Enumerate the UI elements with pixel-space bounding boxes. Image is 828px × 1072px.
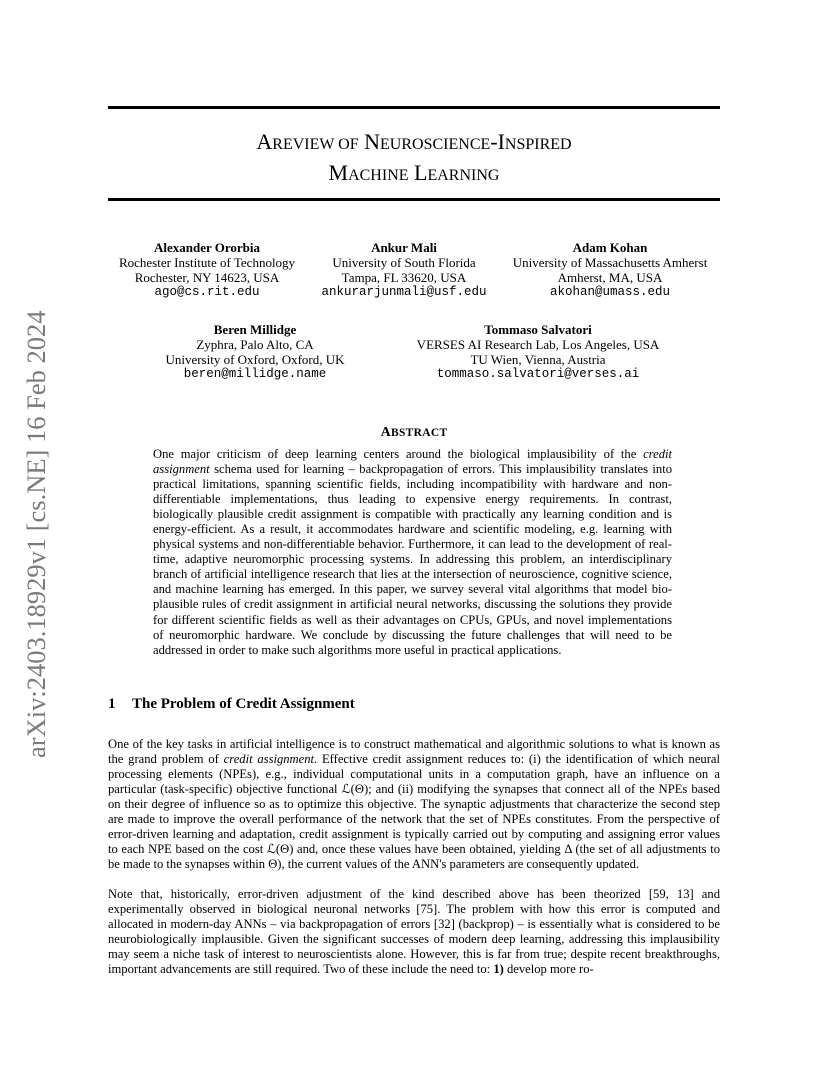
author-affiliation: University of South Florida xyxy=(332,255,476,270)
author-email[interactable]: tommaso.salvatori@verses.ai xyxy=(436,367,640,381)
author-email[interactable]: beren@millidge.name xyxy=(183,367,327,381)
author-block-ororbia xyxy=(119,240,295,300)
arxiv-identifier-stamp: arXiv:2403.18929v1 [cs.NE] 16 Feb 2024 xyxy=(21,310,51,758)
abstract-text: One major criticism of deep learning centers around the biological implausibility of the credit assignment schema used for learning – backpropagation of errors. This implausibility translates into practical limitations, spanning scientific fields, including incompatibility with hardware and non-differentiable implementations, thus leading to expensive energy requirements. In contrast, biologically plausible credit assignment is compatible with practically any learning condition and is energy-efficient. As a result, it accommodates hardware and scientific modeling, e.g. learning with physical systems and non-differentiable behavior. Furthermore, it can lead to the development of real-time, adaptive neuromorphic processing systems. In addressing this problem, an interdisciplinary branch of artificial intelligence research that lies at the intersection of neuroscience, cognitive science, and machine learning has emerged. In this paper, we survey several vital algorithms that model bio-plausible rules of credit assignment in artificial neural networks, discussing the solutions they provide for different scientific fields as well as their advantages on CPUs, GPUs, and novel implementations of neuromorphic hardware. We conclude by discussing the future challenges that will need to be addressed in order to make such algorithms more useful in practical applications. xyxy=(153,447,672,657)
author-name: Beren Millidge xyxy=(213,322,297,337)
author-name: Alexander Ororbia xyxy=(153,240,261,255)
author-block-kohan xyxy=(513,240,708,300)
author-block-millidge xyxy=(165,322,344,382)
author-address: Rochester, NY 14623, USA xyxy=(134,270,280,285)
author-affiliation: VERSES AI Research Lab, Los Angeles, USA xyxy=(416,337,660,352)
author-name: Ankur Mali xyxy=(371,240,437,255)
section-title: The Problem of Credit Assignment xyxy=(132,696,355,712)
title-rule-top xyxy=(108,106,720,109)
section-number: 1 xyxy=(108,696,116,712)
author-name: Adam Kohan xyxy=(572,240,648,255)
author-address: TU Wien, Vienna, Austria xyxy=(470,352,606,367)
section-heading xyxy=(108,696,355,713)
paper-title: AREVIEW OF NEUROSCIENCE-INSPIRED MACHINE LEARNING xyxy=(256,129,572,185)
author-email[interactable]: akohan@umass.edu xyxy=(549,285,671,299)
author-block-mali xyxy=(321,240,486,300)
author-email[interactable]: ago@cs.rit.edu xyxy=(154,285,260,299)
body-paragraph: One of the key tasks in artificial intelligence is to construct mathematical and algorithmic solutions to what is known as the grand problem of credit assignment. Effective credit assignment reduces to: (i) the identification of which neural processing elements (NPEs), e.g., individual computational units in a computation graph, have an influence on a particular (task-specific) objective functional ℒ(Θ); and (ii) modifying the synapses that connect all of the NPEs based on their degree of influence so as to optimize this objective. The synaptic adjustments that characterize the second step are made to improve the overall performance of the network that the set of NPEs constitutes. From the perspective of error-driven learning and adaptation, credit assignment is typically carried out by computing and assigning error values to each NPE based on the cost ℒ(Θ) and, once these values have been obtained, yielding Δ (the set of all adjustments to be made to the synapses within Θ), the current values of the ANN's parameters are consequently updated. xyxy=(108,737,720,871)
author-email[interactable]: ankurarjunmali@usf.edu xyxy=(321,285,487,299)
author-address: Tampa, FL 33620, USA xyxy=(341,270,467,285)
author-affiliation: Rochester Institute of Technology xyxy=(118,255,296,270)
body-paragraph: Note that, historically, error-driven adjustment of the kind described above has been theorized [59, 13] and experimentally observed in biological neuronal networks [75]. The problem with how this error is computed and allocated in modern-day ANNs – via backpropagation of errors [32] (backprop) – is essentially what is considered to be neurobiologically implausible. Given the significant successes of modern deep learning, addressing this implausibility may seem a niche task of interest to neuroscientists alone. However, this is far from true; despite recent breakthroughs, important advancements are still required. Two of these include the need to: 1) develop more ro- xyxy=(108,887,720,976)
author-affiliation: University of Massachusetts Amherst xyxy=(512,255,708,270)
author-affiliation: Zyphra, Palo Alto, CA xyxy=(196,337,314,352)
author-block-salvatori xyxy=(417,322,660,382)
author-name: Tommaso Salvatori xyxy=(484,322,592,337)
author-address: University of Oxford, Oxford, UK xyxy=(165,352,345,367)
title-rule-bottom xyxy=(108,198,720,201)
abstract-heading: ABSTRACT xyxy=(380,425,448,440)
author-address: Amherst, MA, USA xyxy=(557,270,663,285)
